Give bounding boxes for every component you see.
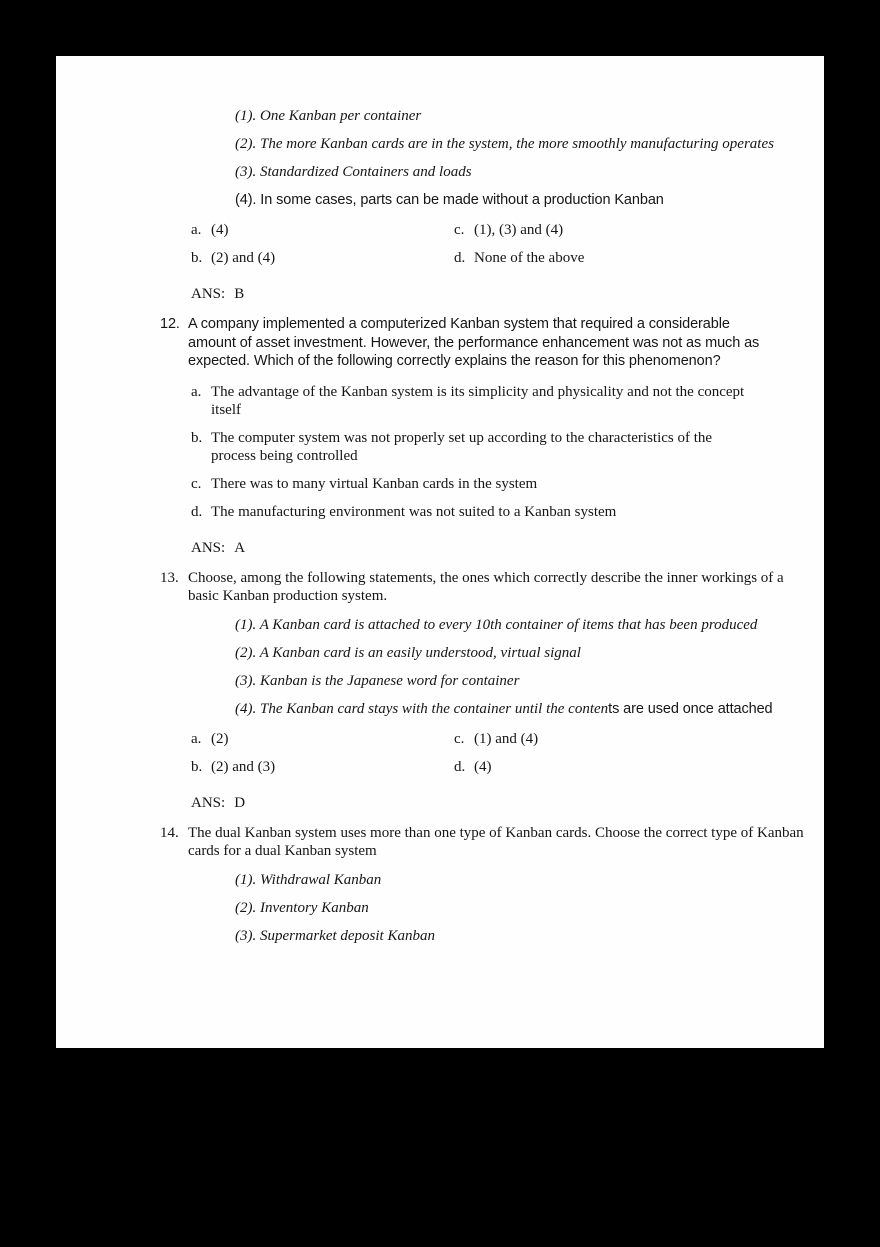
statement-item: (2). Inventory Kanban	[235, 899, 369, 916]
option-d	[454, 758, 824, 776]
option-letter: d.	[454, 758, 466, 775]
option-text: (1), (3) and (4)	[474, 222, 564, 238]
option-letter: c.	[454, 222, 465, 238]
question-text	[160, 315, 824, 371]
option-text: The manufacturing environment was not suited to a Kanban system	[211, 503, 617, 520]
option-text: The computer system was not properly set up according to the characteristics of the process being controlled	[211, 429, 713, 464]
question-number: 13.	[160, 569, 179, 586]
option-text: (2)	[211, 730, 229, 747]
option-letter: b.	[191, 429, 203, 446]
option-text: (2) and (4)	[211, 250, 276, 266]
question-13-block	[56, 569, 824, 812]
answer-options	[191, 221, 824, 267]
answer-value: B	[234, 286, 245, 302]
statement-item	[235, 700, 824, 718]
option-c	[454, 730, 824, 748]
question-number: 12.	[160, 316, 180, 332]
option-c	[191, 475, 824, 493]
option-text: The advantage of the Kanban system is its simplicity and physicality and not the concept itself	[211, 383, 745, 418]
option-c	[454, 221, 824, 239]
answer-options	[191, 383, 824, 521]
question-text	[160, 569, 824, 606]
answer-value: A	[234, 539, 246, 556]
answer-line	[191, 539, 824, 557]
question-14-block	[56, 824, 824, 945]
statement-list	[56, 616, 824, 718]
option-text: (1) and (4)	[474, 730, 539, 747]
statement-item: (3). Kanban is the Japanese word for container	[235, 672, 520, 689]
option-text: (4)	[474, 758, 492, 775]
statement-list	[56, 107, 824, 209]
question-text-line: Choose, among the following statements, the ones which correctly describe the inner workings of a	[188, 569, 784, 586]
option-letter: c.	[191, 475, 202, 492]
question-text-line: amount of asset investment. However, the performance enhancement was not as much as	[188, 334, 760, 351]
question-text-line: expected. Which of the following correctly explains the reason for this phenomenon?	[188, 353, 721, 369]
option-a	[191, 730, 454, 748]
option-a	[191, 383, 824, 419]
answer-label: ANS:	[191, 794, 226, 811]
question-11-continuation	[56, 107, 824, 303]
question-number: 14.	[160, 824, 179, 841]
option-b	[191, 758, 454, 776]
statement-sans-part: ts are used once attached	[608, 700, 773, 717]
answer-label: ANS:	[191, 539, 226, 556]
statement-item: (4). In some cases, parts can be made without a production Kanban	[235, 192, 664, 208]
option-letter: a.	[191, 730, 202, 747]
question-text-line: The dual Kanban system uses more than one type of Kanban cards. Choose the correct type of Kanban	[188, 824, 804, 841]
question-text-line: A company implemented a computerized Kanban system that required a considerable	[188, 316, 730, 332]
question-text-line: basic Kanban production system.	[188, 588, 388, 604]
option-text: (4)	[211, 222, 229, 238]
option-letter: a.	[191, 222, 202, 238]
option-b	[191, 429, 824, 465]
option-d	[454, 249, 824, 267]
option-letter: a.	[191, 383, 202, 400]
option-b	[191, 249, 454, 267]
question-text-line: cards for a dual Kanban system	[188, 843, 377, 859]
statement-item: (1). Withdrawal Kanban	[235, 871, 382, 888]
option-letter: b.	[191, 250, 203, 266]
option-letter: d.	[191, 503, 203, 520]
option-text: None of the above	[474, 250, 585, 266]
statement-italic-part: (4). The Kanban card stays with the container until the conten	[235, 700, 609, 717]
option-letter: d.	[454, 250, 466, 266]
option-letter: c.	[454, 730, 465, 747]
statement-item: (3). Supermarket deposit Kanban	[235, 927, 435, 944]
statement-item: (2). A Kanban card is an easily understood, virtual signal	[235, 644, 581, 661]
answer-label: ANS:	[191, 286, 226, 302]
statement-item: (2). The more Kanban cards are in the system, the more smoothly manufacturing operates	[235, 136, 774, 152]
question-text	[160, 824, 824, 861]
answer-options	[191, 730, 824, 776]
answer-line	[191, 794, 824, 812]
answer-value: D	[234, 794, 246, 811]
question-12-block	[56, 315, 824, 557]
statement-item: (3). Standardized Containers and loads	[235, 164, 472, 180]
document-page	[56, 56, 824, 1048]
statement-item: (1). A Kanban card is attached to every 10th container of items that has been produced	[235, 616, 758, 633]
statement-item: (1). One Kanban per container	[235, 108, 422, 124]
option-d	[191, 503, 824, 521]
option-letter: b.	[191, 758, 203, 775]
answer-line	[191, 285, 824, 303]
statement-list	[56, 871, 824, 945]
option-a	[191, 221, 454, 239]
option-text: (2) and (3)	[211, 758, 276, 775]
option-text: There was to many virtual Kanban cards in the system	[211, 475, 538, 492]
